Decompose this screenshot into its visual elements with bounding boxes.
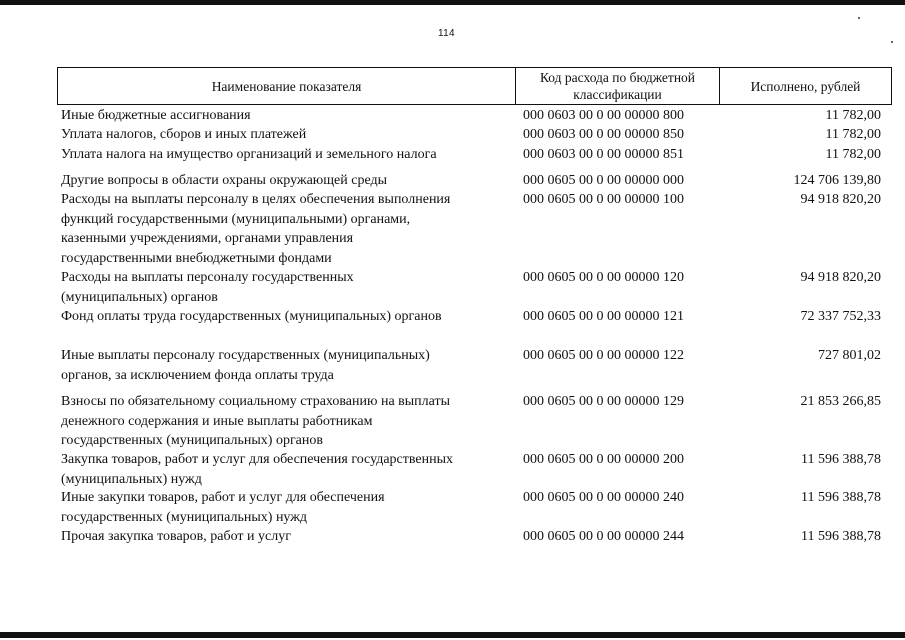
row-code: 000 0605 00 0 00 00000 240 [523,490,684,505]
row-name: Уплата налога на имущество организаций и земельного налога [61,147,437,162]
bottom-scan-border [0,632,905,638]
header-code: Код расхода по бюджетной классификации [516,68,720,104]
row-sum: 124 706 139,80 [793,173,881,188]
row-name: Иные выплаты персоналу государственных (муниципальных) органов, за исключением фонда оплаты труда [61,348,430,383]
row-sum: 727 801,02 [818,348,881,363]
row-code: 000 0605 00 0 00 00000 121 [523,309,684,324]
row-code: 000 0605 00 0 00 00000 000 [523,173,684,188]
row-name: Иные закупки товаров, работ и услуг для обеспечения государственных (муниципальных) нужд [61,490,385,525]
row-sum: 94 918 820,20 [800,270,881,285]
row-code: 000 0605 00 0 00 00000 122 [523,348,684,363]
row-name: Фонд оплаты труда государственных (муниципальных) органов [61,309,442,324]
row-code: 000 0603 00 0 00 00000 850 [523,127,684,142]
row-name: Другие вопросы в области охраны окружающей среды [61,173,387,188]
row-name: Закупка товаров, работ и услуг для обеспечения государственных (муниципальных) нужд [61,452,454,487]
row-sum: 94 918 820,20 [800,192,881,207]
row-name: Расходы на выплаты персоналу государственных (муниципальных) органов [61,270,354,305]
row-sum: 11 596 388,78 [801,490,881,505]
row-name: Взносы по обязательному социальному страхованию на выплаты денежного содержания и иные выплаты работникам государственных (муниципальных) органов [61,394,451,448]
row-code: 000 0603 00 0 00 00000 851 [523,147,684,162]
row-code: 000 0605 00 0 00 00000 100 [523,192,684,207]
row-code: 000 0603 00 0 00 00000 800 [523,108,684,123]
row-sum: 11 596 388,78 [801,529,881,544]
row-sum: 11 782,00 [825,108,881,123]
row-code: 000 0605 00 0 00 00000 129 [523,394,684,409]
row-name: Иные бюджетные ассигнования [61,108,251,123]
row-sum: 11 782,00 [825,147,881,162]
row-name: Уплата налогов, сборов и иных платежей [61,127,307,142]
row-code: 000 0605 00 0 00 00000 120 [523,270,684,285]
row-sum: 11 782,00 [825,127,881,142]
row-code: 000 0605 00 0 00 00000 200 [523,452,684,467]
row-code: 000 0605 00 0 00 00000 244 [523,529,684,544]
row-name: Расходы на выплаты персоналу в целях обеспечения выполнения функций государственными (муниципальными) органами, казенными учреждениями, органами управления государственными внебюджетными фондами [61,192,451,266]
header-name: Наименование показателя [58,68,516,104]
row-sum: 11 596 388,78 [801,452,881,467]
header-sum: Исполнено, рублей [750,78,861,94]
page-number: 114 [438,28,455,39]
row-sum: 72 337 752,33 [800,309,881,324]
row-name: Прочая закупка товаров, работ и услуг [61,529,291,544]
row-sum: 21 853 266,85 [800,394,881,409]
